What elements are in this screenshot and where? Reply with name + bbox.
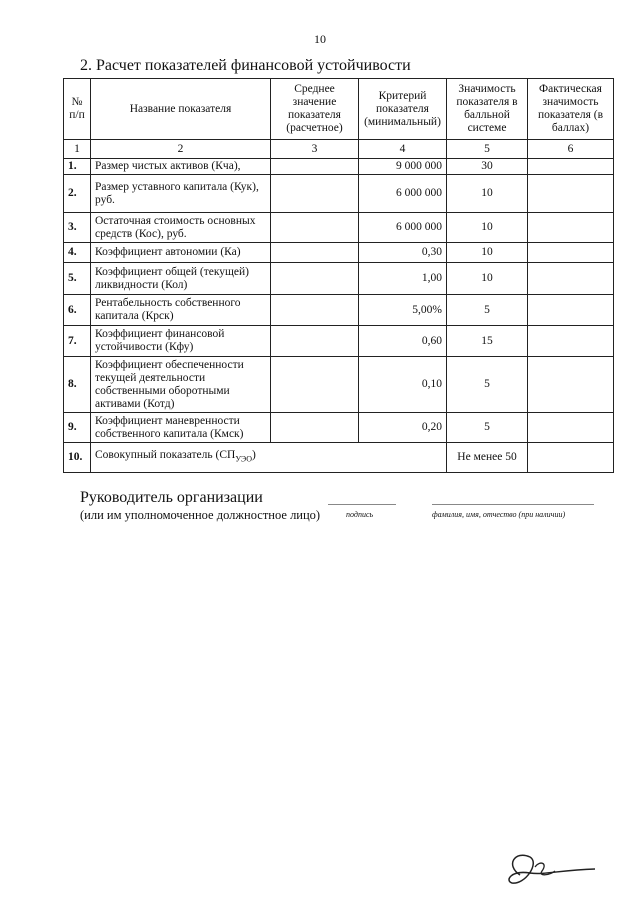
column-number: 5 <box>447 140 528 159</box>
table-row <box>64 326 614 357</box>
handwritten-signature <box>500 845 600 895</box>
total-name-subscript: УЭО <box>235 454 253 464</box>
row-weight: 10 <box>447 243 528 263</box>
row-number: 2. <box>64 175 91 213</box>
row-average[interactable] <box>271 263 359 295</box>
row-actual[interactable] <box>528 175 614 213</box>
column-number: 1 <box>64 140 91 159</box>
column-number-row <box>64 140 614 159</box>
row-weight: Не менее 50 <box>447 443 528 473</box>
column-number: 4 <box>359 140 447 159</box>
row-actual[interactable] <box>528 443 614 473</box>
total-row <box>64 443 614 473</box>
row-number: 4. <box>64 243 91 263</box>
row-number: 9. <box>64 413 91 443</box>
table-row <box>64 175 614 213</box>
table-row <box>64 159 614 175</box>
row-criterion: 0,30 <box>359 243 447 263</box>
header-weight: Значимость показателя в балльной системе <box>447 79 528 140</box>
row-weight: 15 <box>447 326 528 357</box>
row-criterion: 9 000 000 <box>359 159 447 175</box>
signatory-subtitle: (или им уполномоченное должностное лицо) <box>80 508 321 522</box>
row-number: 6. <box>64 295 91 326</box>
row-name: Коэффициент финансовой устойчивости (Кфу) <box>91 326 271 357</box>
header-actual: Фактическая значимость показателя (в баллах) <box>528 79 614 140</box>
row-average[interactable] <box>271 326 359 357</box>
row-weight: 5 <box>447 357 528 413</box>
row-criterion: 6 000 000 <box>359 213 447 243</box>
total-name-end: ) <box>252 449 256 462</box>
row-actual[interactable] <box>528 213 614 243</box>
row-name: Рентабельность собственного капитала (Крск) <box>91 295 271 326</box>
row-average[interactable] <box>271 243 359 263</box>
row-number: 5. <box>64 263 91 295</box>
row-average[interactable] <box>271 159 359 175</box>
row-number: 10. <box>64 443 91 473</box>
header-row <box>64 79 614 140</box>
table-row <box>64 213 614 243</box>
table-row <box>64 357 614 413</box>
row-weight: 5 <box>447 413 528 443</box>
row-actual[interactable] <box>528 357 614 413</box>
row-name: Остаточная стоимость основных средств (Кос), руб. <box>91 213 271 243</box>
indicators-table <box>63 78 614 473</box>
row-name: Коэффициент маневренности собственного капитала (Кмск) <box>91 413 271 443</box>
column-number: 2 <box>91 140 271 159</box>
row-actual[interactable] <box>528 295 614 326</box>
row-weight: 5 <box>447 295 528 326</box>
total-name: Совокупный показатель (СП <box>95 449 236 462</box>
row-criterion: 0,20 <box>359 413 447 443</box>
row-average[interactable] <box>271 175 359 213</box>
signature-line <box>328 504 396 505</box>
page-number: 10 <box>314 32 326 46</box>
row-number: 8. <box>64 357 91 413</box>
table-row <box>64 243 614 263</box>
row-criterion: 1,00 <box>359 263 447 295</box>
row-name: Коэффициент автономии (Ка) <box>91 243 271 263</box>
row-weight: 30 <box>447 159 528 175</box>
row-name: Коэффициент общей (текущей) ликвидности (Кол) <box>91 263 271 295</box>
row-number: 7. <box>64 326 91 357</box>
row-actual[interactable] <box>528 243 614 263</box>
row-weight: 10 <box>447 175 528 213</box>
row-name: Размер уставного капитала (Кук), руб. <box>91 175 271 213</box>
row-average[interactable] <box>271 213 359 243</box>
signatory-title: Руководитель организации <box>80 489 263 506</box>
column-number: 6 <box>528 140 614 159</box>
table-row <box>64 413 614 443</box>
row-name: Коэффициент обеспеченности текущей деятельности собственными оборотными активами (Котд) <box>91 357 271 413</box>
row-number: 3. <box>64 213 91 243</box>
table-row <box>64 295 614 326</box>
header-criterion: Критерий показателя (минимальный) <box>359 79 447 140</box>
row-weight: 10 <box>447 263 528 295</box>
row-criterion: 0,60 <box>359 326 447 357</box>
row-actual[interactable] <box>528 263 614 295</box>
row-average[interactable] <box>271 295 359 326</box>
row-number: 1. <box>64 159 91 175</box>
row-name <box>91 443 447 473</box>
signature-caption: подпись <box>346 510 374 519</box>
table-row <box>64 263 614 295</box>
header-avg: Среднее значение показателя (расчетное) <box>271 79 359 140</box>
row-average[interactable] <box>271 357 359 413</box>
row-name: Размер чистых активов (Кча), <box>91 159 271 175</box>
name-caption: фамилия, имя, отчество (при наличии) <box>432 510 566 519</box>
row-weight: 10 <box>447 213 528 243</box>
row-average[interactable] <box>271 413 359 443</box>
column-number: 3 <box>271 140 359 159</box>
section-title: 2. Расчет показателей финансовой устойчивости <box>80 57 411 74</box>
row-actual[interactable] <box>528 413 614 443</box>
row-actual[interactable] <box>528 159 614 175</box>
header-num: № п/п <box>64 79 91 140</box>
row-actual[interactable] <box>528 326 614 357</box>
name-line <box>432 504 594 505</box>
header-name: Название показателя <box>91 79 271 140</box>
row-criterion: 5,00% <box>359 295 447 326</box>
row-criterion: 0,10 <box>359 357 447 413</box>
row-criterion: 6 000 000 <box>359 175 447 213</box>
